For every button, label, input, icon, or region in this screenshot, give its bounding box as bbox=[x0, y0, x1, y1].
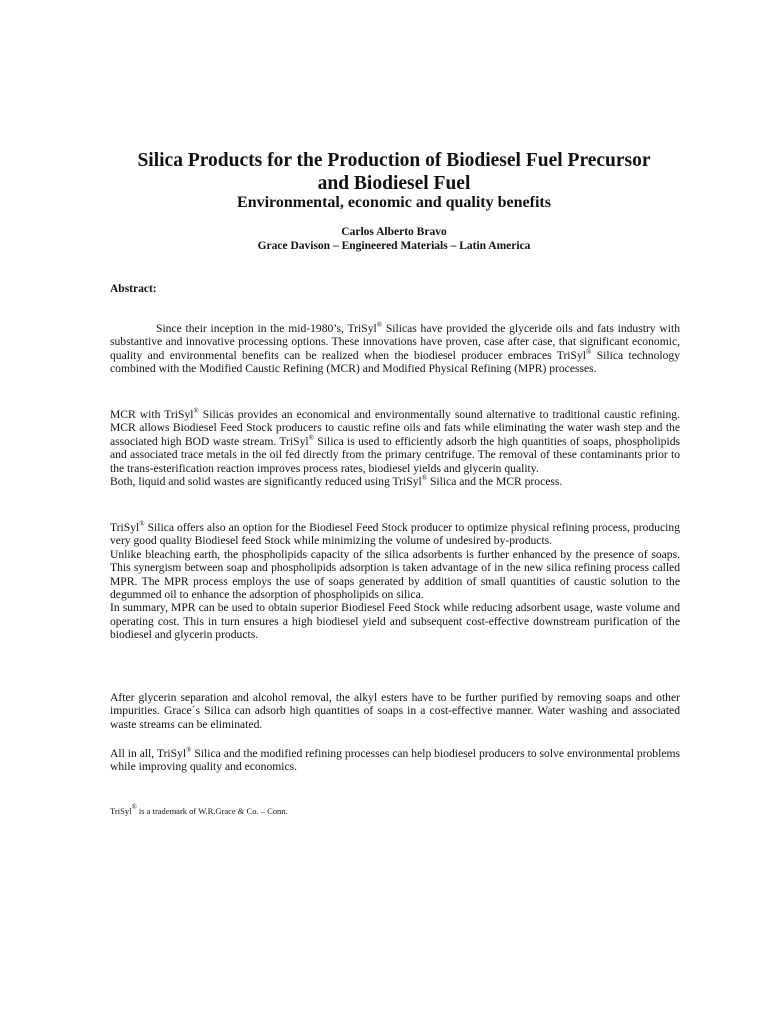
paper-title-line-1: Silica Products for the Production of Biodiesel Fuel Precursor bbox=[137, 150, 651, 171]
abstract-paragraph-3c: In summary, MPR can be used to obtain superior Biodiesel Feed Stock while reducing adsorbent usage, waste volume and operating cost. This in turn ensures a high biodiesel yield and subsequent cost-effective downstream purification of the biodiesel and glycerin products. bbox=[110, 601, 680, 642]
author-affiliation: Grace Davison – Engineered Materials – Latin America bbox=[257, 240, 531, 252]
registered-mark: ® bbox=[586, 347, 592, 356]
registered-mark: ® bbox=[186, 746, 192, 754]
registered-mark: ® bbox=[131, 803, 137, 811]
author-name: Carlos Alberto Bravo bbox=[341, 226, 447, 238]
registered-mark: ® bbox=[376, 321, 383, 329]
registered-mark: ® bbox=[193, 407, 199, 415]
registered-mark: ® bbox=[421, 474, 428, 483]
abstract-heading: Abstract: bbox=[110, 283, 157, 295]
abstract-paragraph-2: MCR with TriSyl® Silicas provides an economical and environmentally sound alternative to traditional caustic refining. MCR allows Biodiesel Feed Stock producers to caustic refine oils and fats while eliminating the water wash step and the associated high BOD waste stream. TriSyl® Silica is used to efficiently adsorb the high quantities of soaps, phospholipids and associated trace metals in the oil fed directly from the primary centrifuge. The removal of these contaminants prior to the trans-esterification reaction improves process rates, biodiesel yields and glycerin quality. Both, liquid and solid wastes are significantly reduced using TriSyl® Silica and the MCR process. bbox=[110, 407, 680, 489]
registered-mark: ® bbox=[308, 433, 314, 442]
paper-title-line-2: and Biodiesel Fuel bbox=[317, 173, 471, 194]
registered-mark: ® bbox=[139, 520, 145, 528]
paper-subtitle: Environmental, economic and quality benefits bbox=[237, 194, 551, 211]
abstract-paragraph-3: TriSyl® Silica offers also an option for the Biodiesel Feed Stock producer to optimize physical refining process, producing very good quality Biodiesel feed Stock while minimizing the volume of undesired by-products. Unlike bleaching earth, the phospholipids capacity of the silica adsorbents is further enhanced by the presence of soaps. This synergism between soap and phospholipids adsorption is taken advantage of in the new silica refining process called MPR. The MPR process employs the use of soaps generated by addition of small quantities of caustic solution to the degummed oil to enhance the adsorption of phospholipids on silica. In summary, MPR can be used to obtain superior Biodiesel Feed Stock while reducing adsorbent usage, waste volume and operating cost. This in turn ensures a high biodiesel yield and subsequent cost-effective downstream purification of the biodiesel and glycerin products. bbox=[110, 520, 680, 642]
abstract-paragraph-1: Since their inception in the mid-1980’s, TriSyl® Silicas have provided the glyceride oils and fats industry with substantive and innovative processing options. These innovations have proven, case after case, that significant economic, quality and environmental benefits can be realized when the biodiesel producer embraces TriSyl® Silica technology combined with the Modified Caustic Refining (MCR) and Modified Physical Refining (MPR) processes. bbox=[110, 321, 681, 376]
abstract-paragraph-5: All in all, TriSyl® Silica and the modified refining processes can help biodiesel producers to solve environmental problems while improving quality and economics. bbox=[110, 746, 680, 774]
abstract-paragraph-2b: Both, liquid and solid wastes are significantly reduced using TriSyl® Silica and the MCR process. bbox=[110, 474, 563, 489]
abstract-paragraph-4: After glycerin separation and alcohol removal, the alkyl esters have to be further purified by removing soaps and other impurities. Grace´s Silica can adsorb high quantities of soaps in a cost-effective manner. Water washing and associated waste streams can be eliminated. bbox=[110, 691, 680, 731]
abstract-paragraph-3b: Unlike bleaching earth, the phospholipids capacity of the silica adsorbents is further enhanced by the presence of soaps. This synergism between soap and phospholipids adsorption is taken advantage of in the new silica refining process called MPR. The MPR process employs the use of soaps generated by addition of small quantities of caustic solution to the degummed oil to enhance the adsorption of phospholipids on silica. bbox=[110, 547, 680, 602]
trademark-footnote: TriSyl® is a trademark of W.R.Grace & Co. – Conn. bbox=[110, 803, 288, 816]
